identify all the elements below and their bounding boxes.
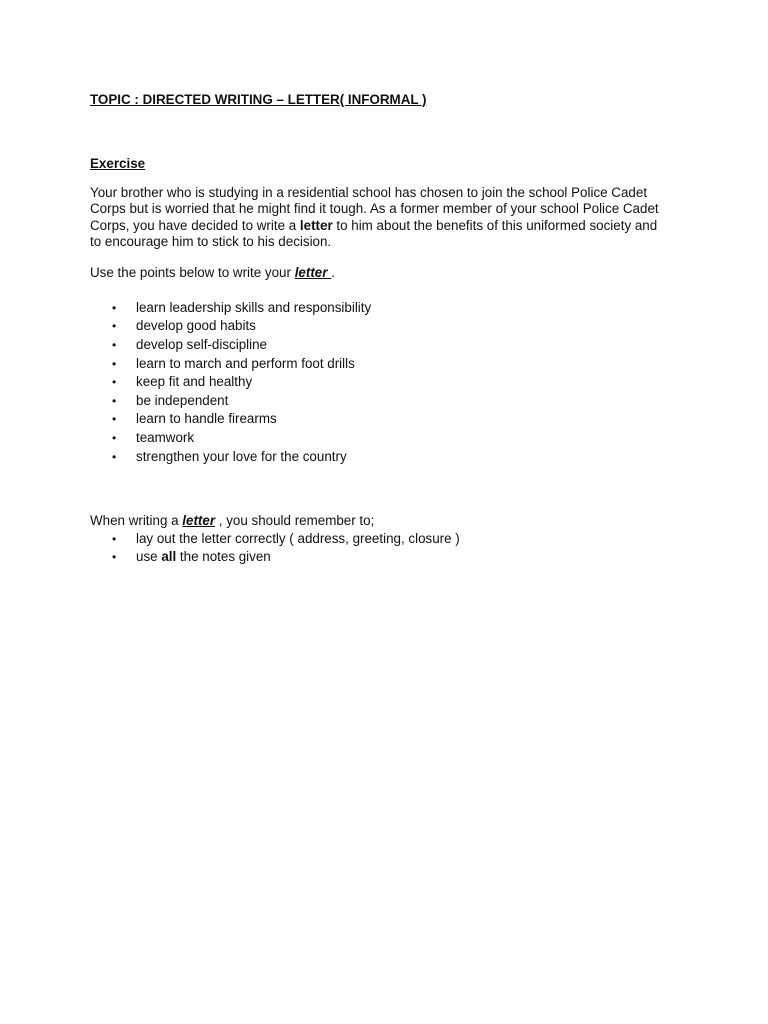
point-text: develop good habits (136, 318, 256, 334)
letter-keyword: letter (182, 513, 216, 529)
reminder-text-end: , you should remember to; (215, 513, 375, 529)
instruction-line (90, 265, 690, 281)
reminder-item-text: lay out the letter correctly ( address, greeting, closure ) (136, 530, 460, 546)
point-text: strengthen your love for the country (136, 448, 347, 464)
list-item (90, 299, 690, 318)
point-text: learn leadership skills and responsibility (136, 299, 372, 315)
letter-keyword: letter (294, 265, 332, 281)
list-item (90, 429, 690, 448)
point-text: keep fit and healthy (136, 374, 253, 390)
document-page (90, 92, 690, 567)
bullet-icon: • (112, 375, 117, 390)
list-item (90, 336, 690, 355)
reminder-item-text: the notes given (176, 549, 271, 565)
bullet-icon: • (112, 412, 117, 427)
reminder-text: When writing a (90, 513, 183, 529)
paragraph-line: to him about the benefits of this uniformed society and (332, 217, 658, 233)
paragraph-line: Corps but is worried that he might find it tough. As a former member of your school Police Cadet (90, 201, 659, 217)
list-item (90, 548, 690, 567)
list-item (90, 392, 690, 411)
list-item (90, 373, 690, 392)
paragraph-line: Corps, you have decided to write a (90, 217, 300, 233)
bullet-icon: • (112, 393, 117, 408)
topic-heading: TOPIC : DIRECTED WRITING – LETTER( INFORMAL ) (90, 92, 427, 107)
exercise-paragraph (90, 185, 690, 251)
bullet-icon: • (112, 431, 117, 445)
list-item (90, 355, 690, 374)
bullet-icon: • (112, 338, 117, 353)
letter-keyword-bold: letter (299, 217, 333, 233)
point-text: be independent (136, 392, 229, 408)
exercise-heading: Exercise (90, 156, 146, 172)
all-keyword: all (161, 549, 177, 565)
instruction-text: Use the points below to write your (90, 265, 295, 281)
list-item (90, 317, 690, 336)
bullet-icon: • (112, 550, 117, 565)
bullet-icon: • (112, 531, 117, 546)
instruction-period: . (331, 265, 335, 281)
point-text: learn to march and perform foot drills (136, 355, 355, 371)
bullet-icon: • (112, 449, 117, 464)
list-item (90, 530, 690, 549)
list-item (90, 448, 690, 467)
paragraph-line: Your brother who is studying in a residential school has chosen to join the school Police Cadet (90, 184, 648, 200)
reminders-list (90, 530, 690, 567)
points-list (90, 299, 690, 466)
bullet-icon: • (112, 300, 117, 315)
reminder-item-text: use (136, 549, 162, 565)
point-text: learn to handle firearms (136, 411, 277, 427)
list-item (90, 410, 690, 429)
point-text: develop self-discipline (136, 337, 268, 353)
bullet-icon: • (112, 319, 117, 334)
point-text: teamwork (136, 430, 195, 445)
reminder-line (90, 513, 690, 529)
bullet-icon: • (112, 356, 117, 371)
paragraph-line: to encourage him to stick to his decision. (90, 234, 332, 250)
